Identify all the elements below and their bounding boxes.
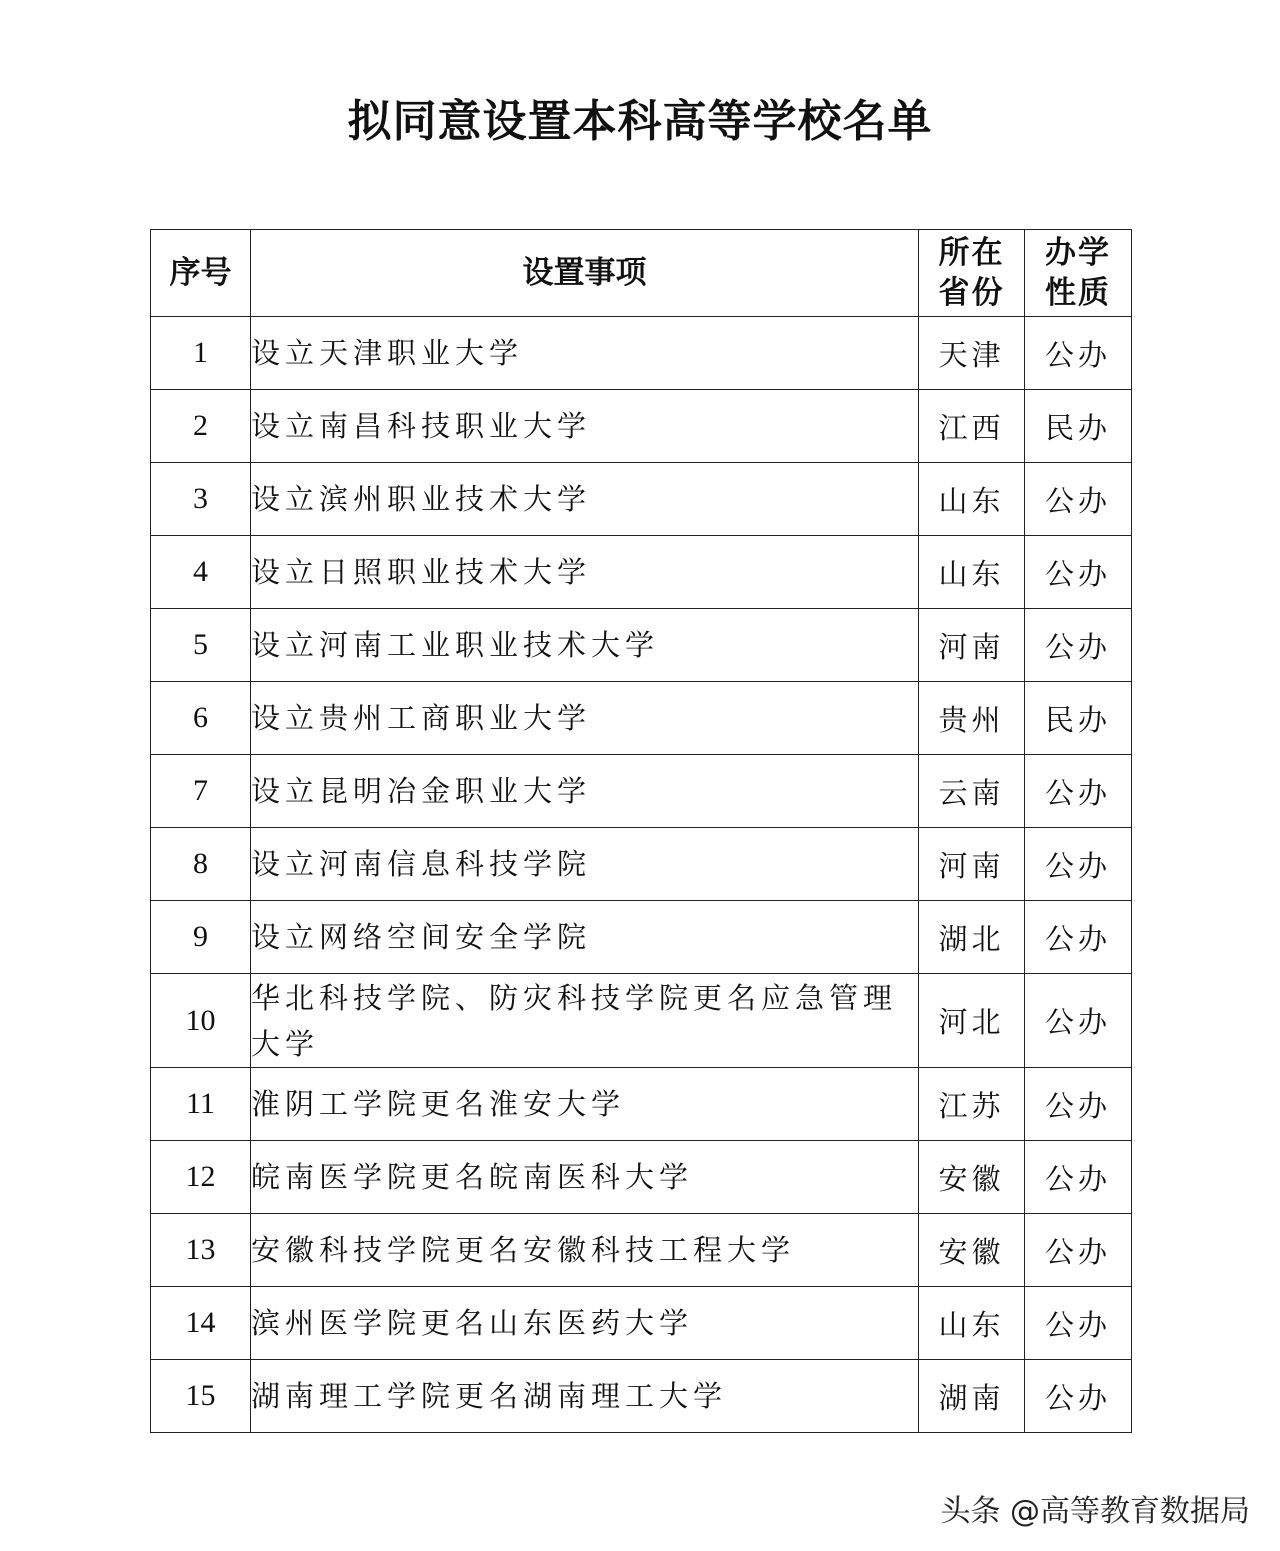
row-province: 安徽 <box>919 1214 1025 1287</box>
row-number: 12 <box>151 1141 251 1214</box>
row-item: 设立河南信息科技学院 <box>251 828 919 901</box>
row-province: 天津 <box>919 317 1025 390</box>
header-province <box>919 230 1025 317</box>
row-item: 设立滨州职业技术大学 <box>251 463 919 536</box>
header-province-line2: 省份 <box>938 275 1005 311</box>
row-nature: 公办 <box>1025 317 1132 390</box>
row-number: 5 <box>151 609 251 682</box>
row-item: 设立河南工业职业技术大学 <box>251 609 919 682</box>
row-nature: 公办 <box>1025 1287 1132 1360</box>
row-number: 14 <box>151 1287 251 1360</box>
row-province: 江西 <box>919 390 1025 463</box>
page-title: 拟同意设置本科高等学校名单 <box>347 96 933 147</box>
table-row <box>151 1214 1132 1287</box>
row-province: 河北 <box>919 974 1025 1068</box>
table-row <box>151 974 1132 1068</box>
row-nature: 公办 <box>1025 1360 1132 1433</box>
source-watermark: 头条 @高等教育数据局 <box>940 1494 1250 1529</box>
row-nature: 公办 <box>1025 755 1132 828</box>
header-nature <box>1025 230 1132 317</box>
row-province: 河南 <box>919 609 1025 682</box>
header-row <box>151 230 1132 317</box>
row-province: 河南 <box>919 828 1025 901</box>
row-item: 设立昆明冶金职业大学 <box>251 755 919 828</box>
row-item: 皖南医学院更名皖南医科大学 <box>251 1141 919 1214</box>
row-number: 4 <box>151 536 251 609</box>
row-province: 湖北 <box>919 901 1025 974</box>
table-row <box>151 536 1132 609</box>
table-row <box>151 463 1132 536</box>
row-number: 15 <box>151 1360 251 1433</box>
header-no: 序号 <box>151 230 251 317</box>
row-item: 设立南昌科技职业大学 <box>251 390 919 463</box>
header-item: 设置事项 <box>251 230 919 317</box>
table-row <box>151 828 1132 901</box>
row-nature: 公办 <box>1025 974 1132 1068</box>
table-body <box>151 317 1132 1433</box>
row-number: 8 <box>151 828 251 901</box>
row-province: 安徽 <box>919 1141 1025 1214</box>
table-row <box>151 390 1132 463</box>
row-province: 湖南 <box>919 1360 1025 1433</box>
row-number: 1 <box>151 317 251 390</box>
row-item: 设立日照职业技术大学 <box>251 536 919 609</box>
header-province-line1: 所在 <box>938 235 1005 271</box>
table-row <box>151 755 1132 828</box>
row-number: 3 <box>151 463 251 536</box>
row-nature: 民办 <box>1025 682 1132 755</box>
row-province: 山东 <box>919 536 1025 609</box>
table-row <box>151 609 1132 682</box>
row-number: 11 <box>151 1068 251 1141</box>
row-nature: 公办 <box>1025 1068 1132 1141</box>
row-item: 设立网络空间安全学院 <box>251 901 919 974</box>
row-nature: 公办 <box>1025 1141 1132 1214</box>
row-number: 10 <box>151 974 251 1068</box>
row-nature: 民办 <box>1025 390 1132 463</box>
row-province: 江苏 <box>919 1068 1025 1141</box>
row-nature: 公办 <box>1025 463 1132 536</box>
table-row <box>151 901 1132 974</box>
row-item: 设立天津职业大学 <box>251 317 919 390</box>
schools-table <box>150 229 1132 1433</box>
table-row <box>151 317 1132 390</box>
header-nature-line2: 性质 <box>1045 275 1111 311</box>
row-number: 7 <box>151 755 251 828</box>
row-item: 淮阴工学院更名淮安大学 <box>251 1068 919 1141</box>
row-number: 13 <box>151 1214 251 1287</box>
row-item: 滨州医学院更名山东医药大学 <box>251 1287 919 1360</box>
row-number: 6 <box>151 682 251 755</box>
row-nature: 公办 <box>1025 1214 1132 1287</box>
row-province: 山东 <box>919 463 1025 536</box>
row-item: 湖南理工学院更名湖南理工大学 <box>251 1360 919 1433</box>
row-item: 设立贵州工商职业大学 <box>251 682 919 755</box>
row-province: 云南 <box>919 755 1025 828</box>
row-province: 山东 <box>919 1287 1025 1360</box>
row-nature: 公办 <box>1025 609 1132 682</box>
row-nature: 公办 <box>1025 901 1132 974</box>
table-row <box>151 1360 1132 1433</box>
row-province: 贵州 <box>919 682 1025 755</box>
table-row <box>151 1141 1132 1214</box>
row-nature: 公办 <box>1025 828 1132 901</box>
table-row <box>151 1068 1132 1141</box>
row-item: 安徽科技学院更名安徽科技工程大学 <box>251 1214 919 1287</box>
table-row <box>151 682 1132 755</box>
table-header <box>151 230 1132 317</box>
row-number: 9 <box>151 901 251 974</box>
row-item: 华北科技学院、防灾科技学院更名应急管理大学 <box>251 974 919 1068</box>
row-number: 2 <box>151 390 251 463</box>
header-nature-line1: 办学 <box>1045 235 1111 271</box>
row-nature: 公办 <box>1025 536 1132 609</box>
table-row <box>151 1287 1132 1360</box>
